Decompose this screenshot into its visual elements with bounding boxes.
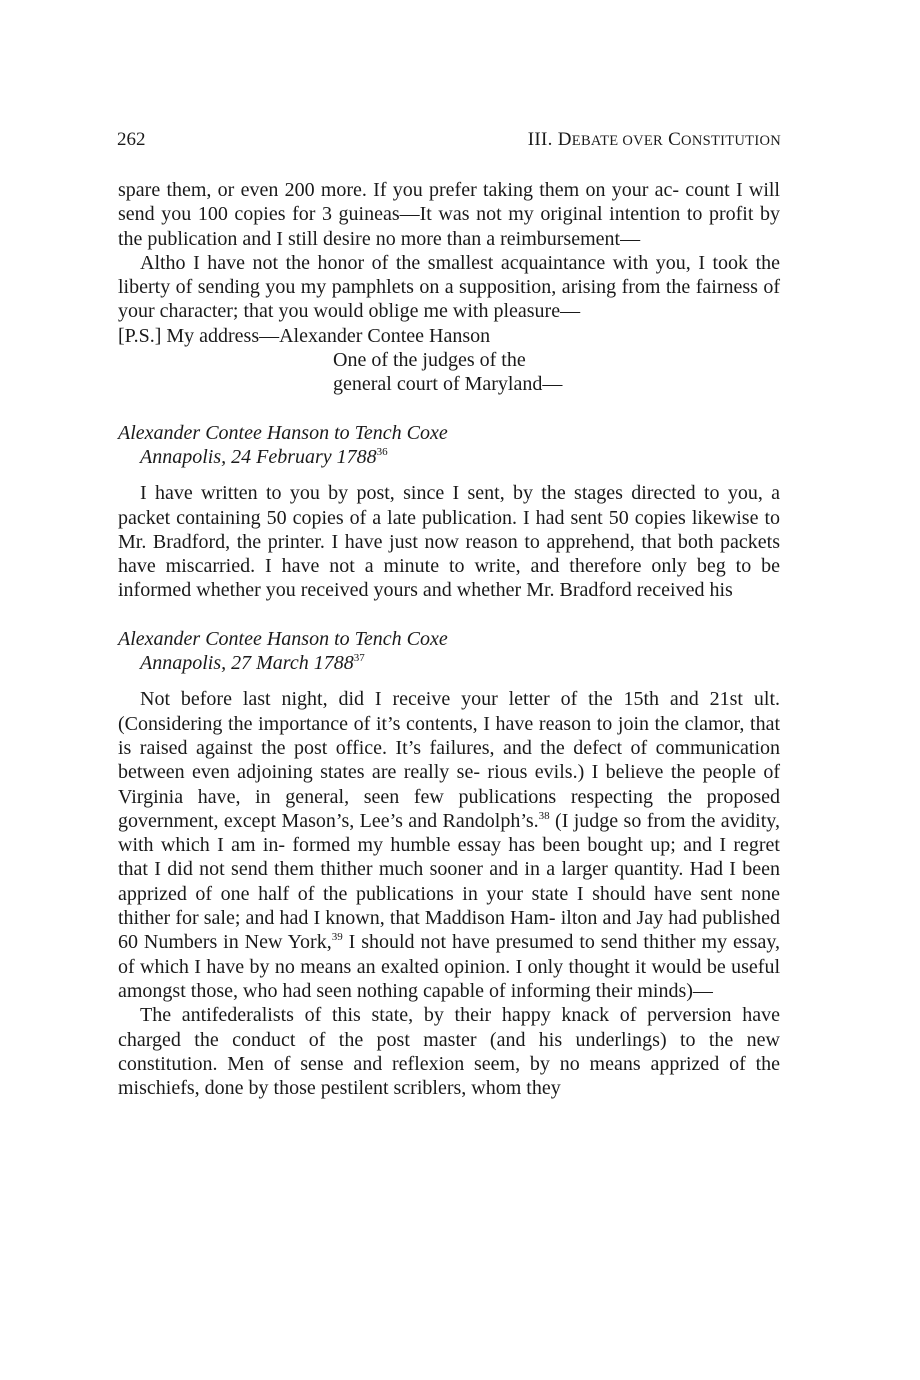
- text-line: not send them thither much sooner and in a larger quantity. Had I: [199, 858, 736, 881]
- text-line: reimbursement—: [500, 227, 641, 250]
- footnote-ref: 38: [538, 809, 550, 822]
- text-line: Not before last night, did I receive your letter of the 15th and 21st: [140, 688, 743, 711]
- letter-body-paragraph: [118, 687, 780, 1003]
- footnote-ref: 36: [376, 445, 388, 458]
- text-line: yours and whether Mr. Bradford received his: [373, 579, 733, 602]
- dateline-text: Annapolis, 24 February 1788: [140, 445, 377, 468]
- text-line: (I judge so from the avidity, with which I am in-: [118, 809, 780, 857]
- running-head-c: C: [668, 129, 682, 150]
- text-line: ilton and Jay had published 60 Numbers in New York,: [118, 907, 781, 954]
- running-head-d: D: [557, 129, 572, 150]
- running-head-roman: III.: [527, 129, 553, 150]
- letter-heading: [118, 421, 780, 470]
- letter-heading-title: Alexander Contee Hanson to Tench Coxe: [118, 627, 448, 650]
- text-line: took the liberty of sending you my pamphlets on a supposition, arising: [118, 251, 781, 299]
- text-line: I should not: [342, 931, 447, 954]
- postscript-address: [118, 324, 780, 397]
- text-line: publications respecting the proposed government, except Mason’s, Lee’s: [118, 785, 780, 832]
- text-line: write, and therefore only beg to be informed whether you received: [118, 555, 780, 602]
- text-line: an exalted opinion. I only thought it would be useful amongst those,: [118, 955, 781, 1002]
- text-line: spare them, or even 200 more. If you prefer taking them on your ac-: [118, 179, 680, 201]
- footnote-ref: 37: [353, 652, 365, 665]
- paragraph-altho: [118, 251, 780, 324]
- text-line: Altho I have not the honor of the smallest acquaintance with you, I: [140, 251, 705, 274]
- text-line: have charged the conduct of the post master (and his underlings) to: [118, 1004, 780, 1051]
- text-line: intention to profit by the publication and I still desire no more than a: [118, 203, 780, 250]
- postscript-line: [P.S.] My address—Alexander Contee Hanson: [118, 324, 491, 347]
- text-line: and Randolph’s.: [408, 809, 539, 832]
- text-line: formed my humble essay has been bought up; and I regret that I did: [118, 834, 780, 881]
- page-body: [118, 178, 780, 1100]
- text-line: apprized of the mischiefs, done by those pestilent scriblers, whom they: [118, 1052, 780, 1100]
- text-line: the new constitution. Men of sense and reflexion seem, by no means: [118, 1028, 780, 1075]
- footnote-ref: 39: [331, 931, 343, 944]
- letter-heading-dateline: [118, 651, 780, 675]
- text-line: The antifederalists of this state, by their happy knack of perversion: [140, 1004, 732, 1027]
- text-line: you, a packet containing 50 copies of a late publication. I had sent 50: [118, 482, 780, 529]
- text-line: been apprized of one half of the publications in your state I should: [118, 858, 781, 905]
- letter-heading-title: Alexander Contee Hanson to Tench Coxe: [118, 421, 448, 444]
- text-line: copies likewise to Mr. Bradford, the printer. I have just now reason to: [118, 506, 781, 553]
- text-line: from the fairness of your character; that you would oblige me with: [118, 276, 780, 323]
- letter-body-paragraph: [118, 1003, 780, 1100]
- page-number: 262: [117, 129, 146, 150]
- running-head-onstitution: ONSTITUTION: [681, 133, 781, 149]
- text-line: ult. (Considering the importance of it’s contents, I have reason to join: [118, 688, 781, 735]
- running-head-ebate: EBATE OVER: [571, 133, 663, 149]
- postscript-line: One of the judges of the: [333, 349, 526, 372]
- text-line: defect of communication between even adjoining states are really se-: [118, 736, 781, 784]
- text-line: who had seen nothing capable of informing their minds)—: [243, 979, 713, 1002]
- text-line: the clamor, that is raised against the post office. It’s failures, and the: [118, 712, 781, 759]
- dateline-text: Annapolis, 27 March 1788: [140, 652, 354, 675]
- letter-heading-dateline: [118, 445, 780, 469]
- text-line: pleasure—: [493, 300, 581, 323]
- letter-body-paragraph: [118, 481, 780, 602]
- postscript-line: general court of Maryland—: [333, 373, 563, 396]
- text-line: apprehend, that both packets have miscarried. I have not a minute to: [118, 530, 781, 578]
- page-header: [117, 129, 781, 155]
- paragraph-continued: [118, 178, 780, 251]
- text-line: have sent none thither for sale; and had I known, that Maddison Ham-: [118, 882, 781, 930]
- letter-heading: [118, 627, 780, 676]
- text-line: I have written to you by post, since I sent, by the stages directed to: [140, 482, 720, 505]
- text-line: rious evils.) I believe the people of Virginia have, in general, seen few: [118, 761, 781, 808]
- running-head: [528, 129, 781, 151]
- text-line: count I will send you 100 copies for 3 guineas—It was not my original: [118, 179, 780, 226]
- text-line: have presumed to send thither my essay, of which I have by no means: [118, 931, 781, 978]
